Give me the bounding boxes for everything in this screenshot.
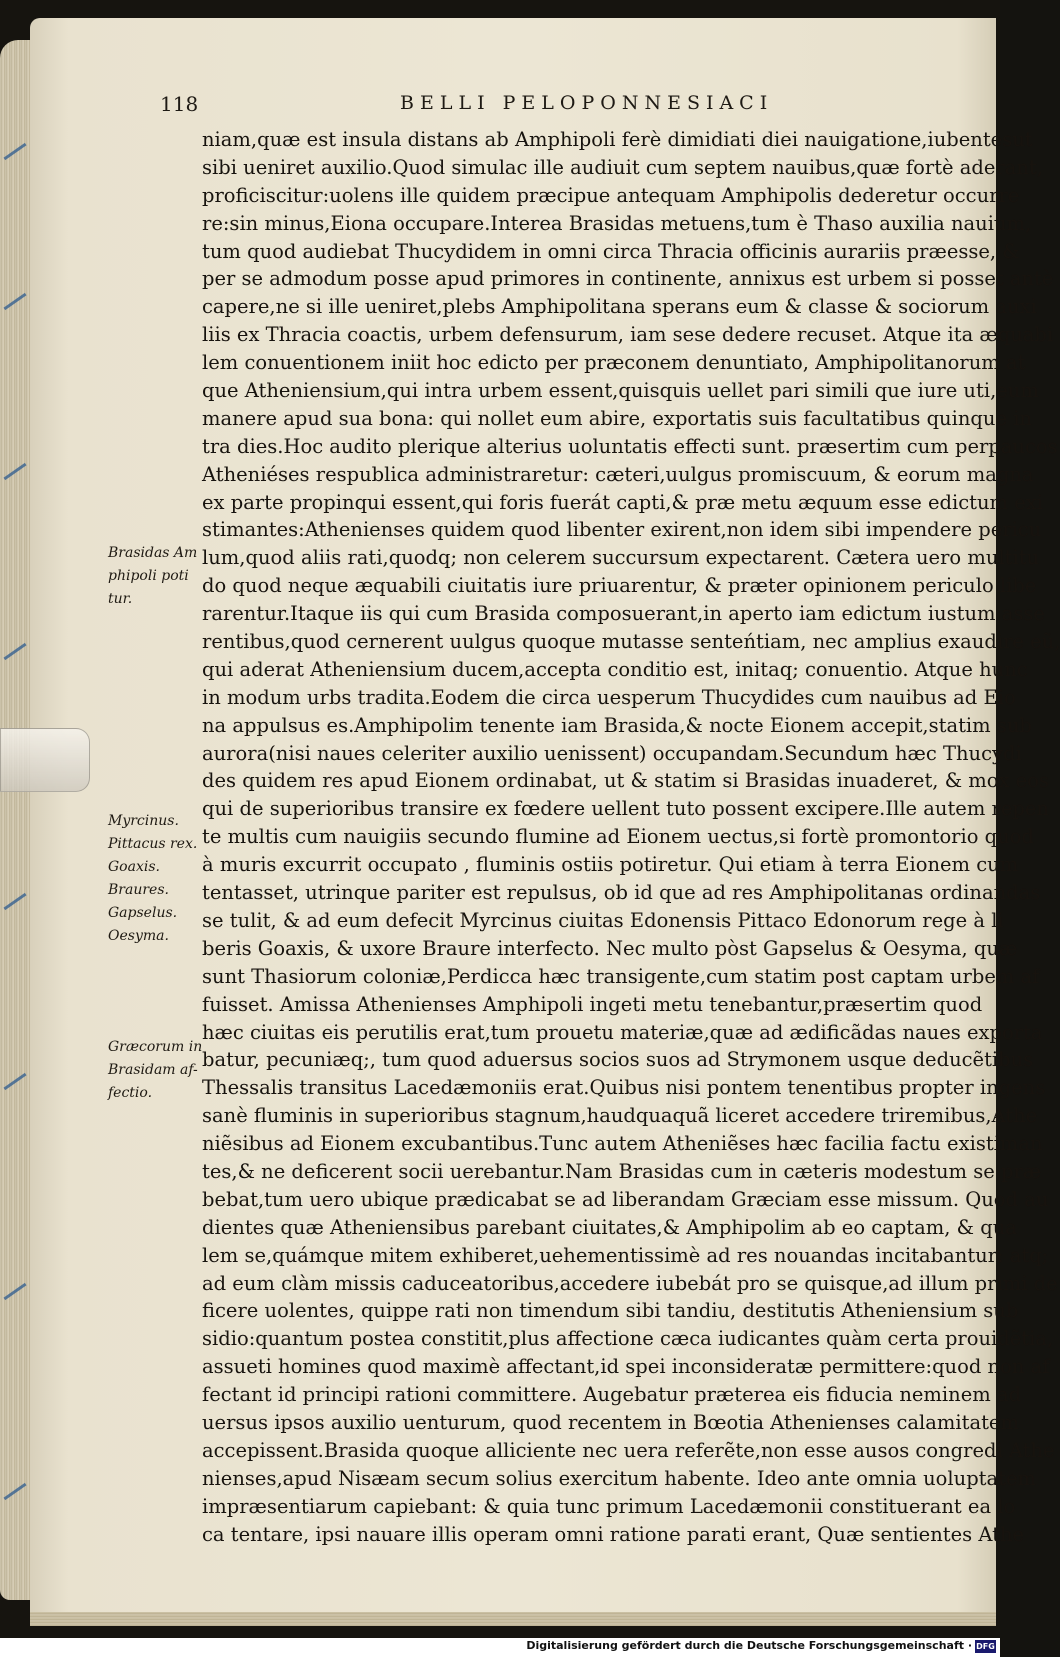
text-line: ad eum clàm missis caduceatoribus,accedere iubebát pro se quisque,ad illum primi de: [202, 1271, 1058, 1295]
text-line: nienses,apud Nisæam secum solius exercitum habente. Ideo ante omnia uoluptatem: [202, 1466, 1037, 1490]
text-line: lem conuentionem iniit hoc edicto per præconem denuntiato, Amphipolitanorum at: [202, 351, 1026, 375]
text-line: rarentur.Itaque iis qui cum Brasida composuerant,in aperto iam edictum iustum asse: [202, 602, 1045, 626]
page-edge-mark: [3, 1073, 26, 1090]
text-line: ca tentare, ipsi nauare illis operam omni ratione parati erant, Quæ sentientes Athe: [202, 1522, 1025, 1546]
text-line: sidio:quantum postea constitit,plus affectione cæca iudicantes quàm certa prouidẽtia,: [202, 1327, 1054, 1351]
text-line: sunt Thasiorum coloniæ,Perdicca hæc transigente,cum statim post captam urbem af: [202, 964, 1040, 988]
text-line: te multis cum nauigiis secundo flumine ad Eionem uectus,si fortè promontorio quod: [202, 825, 1034, 849]
text-line: qui aderat Atheniensium ducem,accepta conditio est, initaq; conuentio. Atque hunc: [202, 657, 1028, 681]
margin-note-line: Græcorum in: [108, 1039, 203, 1055]
page-edge-mark: [3, 293, 26, 310]
text-line: se tulit, & ad eum defecit Myrcinus ciuitas Edonensis Pittaco Edonorum rege à li: [202, 908, 1004, 932]
text-line: Thessalis transitus Lacedæmoniis erat.Quibus nisi pontem tenentibus propter ingens: [202, 1076, 1046, 1100]
text-line: hæc ciuitas eis perutilis erat,tum prouetu materiæ,quæ ad ædificãdas naues exporta: [202, 1020, 1043, 1044]
text-line: lum,quod aliis rati,quodq; non celerem succursum expectarent. Cætera uero multitu: [202, 546, 1040, 570]
digitization-credit: Digitalisierung gefördert durch die Deutsche Forschungsgemeinschaft ·: [526, 1639, 972, 1652]
text-line: fuisset. Amissa Athenienses Amphipoli ingeti metu tenebantur,præsertim quod: [202, 992, 983, 1016]
text-line: tentasset, utrinque pariter est repulsus, ob id que ad res Amphipolitanas ordinandas: [202, 881, 1041, 905]
dfg-logo: DFG: [976, 1642, 995, 1651]
text-line: sibi ueniret auxilio.Quod simulac ille audiuit cum septem nauibus,quæ fortè aderant,: [202, 155, 1043, 179]
text-line: Atheniéses respublica administraretur: cæteri,uulgus promiscuum, & eorum magna: [202, 462, 1034, 486]
page-edge-mark: [3, 463, 26, 480]
text-line: manere apud sua bona: qui nollet eum abire, exportatis suis facultatibus quinque in: [202, 406, 1032, 430]
margin-note-line: fectio.: [108, 1085, 153, 1101]
margin-note: [108, 542, 204, 611]
text-line: dientes quæ Atheniensibus parebant ciuitates,& Amphipolim ab eo captam, & qua: [202, 1215, 1017, 1239]
margin-note-line: Goaxis.: [108, 859, 160, 875]
margin-note-line: Braures.: [108, 882, 169, 898]
text-line: que Atheniensium,qui intra urbem essent,quisquis uellet pari simili que iure uti,eum: [202, 379, 1039, 403]
margin-note-line: Gapselus.: [108, 905, 178, 921]
bookmark-tab: [0, 728, 90, 792]
text-line: stimantes:Athenienses quidem quod libenter exirent,non idem sibi impendere pericu: [202, 518, 1042, 542]
text-line: accepissent.Brasida quoque alliciente nec uera referẽte,non esse ausos congredi Athe: [202, 1438, 1055, 1462]
text-line: batur, pecuniæq;, tum quod aduersus socios suos ad Strymonem usque deducẽtibus: [202, 1048, 1034, 1072]
text-line: per se admodum posse apud primores in continente, annixus est urbem si posset antè: [202, 267, 1054, 291]
page-header: [160, 92, 960, 118]
page-edge-mark: [3, 1283, 26, 1300]
text-line: aurora(nisi naues celeriter auxilio uenissent) occupandam.Secundum hæc Thucydi: [202, 741, 1022, 765]
text-line: proficiscitur:uolens ille quidem præcipue antequam Amphipolis dederetur occurre: [202, 183, 1020, 207]
text-line: ex parte propinqui essent,qui foris fuerát capti,& præ metu æquum esse edictum exi: [202, 490, 1043, 514]
text-line: beris Goaxis, & uxore Braure interfecto. Nec multo pòst Gapselus & Oesyma, quæ: [202, 936, 1018, 960]
page-edge-mark: [3, 143, 26, 160]
text-line: niẽsibus ad Eionem excubantibus.Tunc autem Atheniẽses hæc facilia factu existiman: [202, 1132, 1043, 1156]
text-line: ficere uolentes, quippe rati non timendum sibi tandiu, destitutis Atheniensium sub: [202, 1299, 1019, 1323]
text-line: qui de superioribus transire ex fœdere uellent tuto possent excipere.Ille autem repen: [202, 797, 1049, 821]
text-line: na appulsus es.Amphipolim tenente iam Brasida,& nocte Eionem accepit,statim sub: [202, 713, 1032, 737]
margin-note-line: Brasidas Am: [108, 545, 198, 561]
text-line: do quod neque æquabili ciuitatis iure priuarentur, & præter opinionem periculo libe: [202, 574, 1037, 598]
main-text-block: [202, 126, 1060, 1548]
text-line: niam,quæ est insula distans ab Amphipoli ferè dimidiati diei nauigatione,iubentesut: [202, 128, 1033, 151]
text-line: fectant id principi rationi committere. Augebatur præterea eis fiducia neminem ad: [202, 1383, 1022, 1407]
text-line: re:sin minus,Eiona occupare.Interea Brasidas metuens,tum è Thaso auxilia nauium,: [202, 211, 1032, 235]
text-line: assueti homines quod maximè affectant,id spei inconsideratæ permittere:quod non af: [202, 1355, 1050, 1379]
text-line: tum quod audiebat Thucydidem in omni circa Thracia officinis aurariis præesse, &: [202, 239, 1020, 263]
text-line: lem se,quámque mitem exhiberet,uehementissimè ad res nouandas incitabantur: atq;: [202, 1243, 1049, 1267]
running-head: BELLI PELOPONNESIACI: [400, 92, 774, 114]
text-line: uersus ipsos auxilio uenturum, quod recentem in Bœotia Athenienses calamitatem: [202, 1410, 1019, 1434]
text-line: sanè fluminis in superioribus stagnum,haudquaquã liceret accedere triremibus,Athe: [202, 1104, 1038, 1128]
page-edge-mark: [3, 1483, 26, 1500]
page-edge-mark: [3, 643, 26, 660]
text-line: tra dies.Hoc audito plerique alterius uoluntatis effecti sunt. præsertim cum perpaucos: [202, 434, 1058, 458]
margin-note-line: Myrcinus.: [108, 813, 179, 829]
text-line: liis ex Thracia coactis, urbem defensurum, iam sese dedere recuset. Atque ita æquabi: [202, 323, 1054, 347]
text-line: des quidem res apud Eionem ordinabat, ut & statim si Brasidas inuaderet, & mox eos: [202, 769, 1049, 793]
text-line: impræsentiarum capiebant: & quia tunc primum Lacedæmonii constituerant ea lo: [202, 1494, 1016, 1518]
page-edge-mark: [3, 893, 26, 910]
margin-note-line: Pittacus rex.: [108, 836, 198, 852]
page-number: 118: [160, 92, 199, 116]
margin-note: [108, 810, 204, 948]
margin-note: [108, 1036, 204, 1105]
margin-note-line: Brasidam af-: [108, 1062, 198, 1078]
margin-note-line: Oesyma.: [108, 928, 169, 944]
margin-note-line: tur.: [108, 591, 133, 607]
margin-note-line: phipoli poti: [108, 568, 189, 584]
text-line: à muris excurrit occupato , fluminis ostiis potiretur. Qui etiam à terra Eionem cum: [202, 853, 1019, 877]
page-stack-bottom: [30, 1612, 996, 1626]
text-line: in modum urbs tradita.Eodem die circa uesperum Thucydides cum nauibus ad Eio: [202, 685, 1016, 709]
text-line: bebat,tum uero ubique prædicabat se ad liberandam Græciam esse missum. Quod au: [202, 1187, 1049, 1211]
text-line: rentibus,quod cernerent uulgus quoque mutasse senteńtiam, nec amplius exaudire eũ,: [202, 630, 1060, 654]
text-line: capere,ne si ille ueniret,plebs Amphipolitana sperans eum & classe & sociorum auxi: [202, 295, 1037, 319]
text-line: tes,& ne deficerent socii uerebantur.Nam Brasidas cum in cæteris modestum se præ: [202, 1159, 1042, 1183]
